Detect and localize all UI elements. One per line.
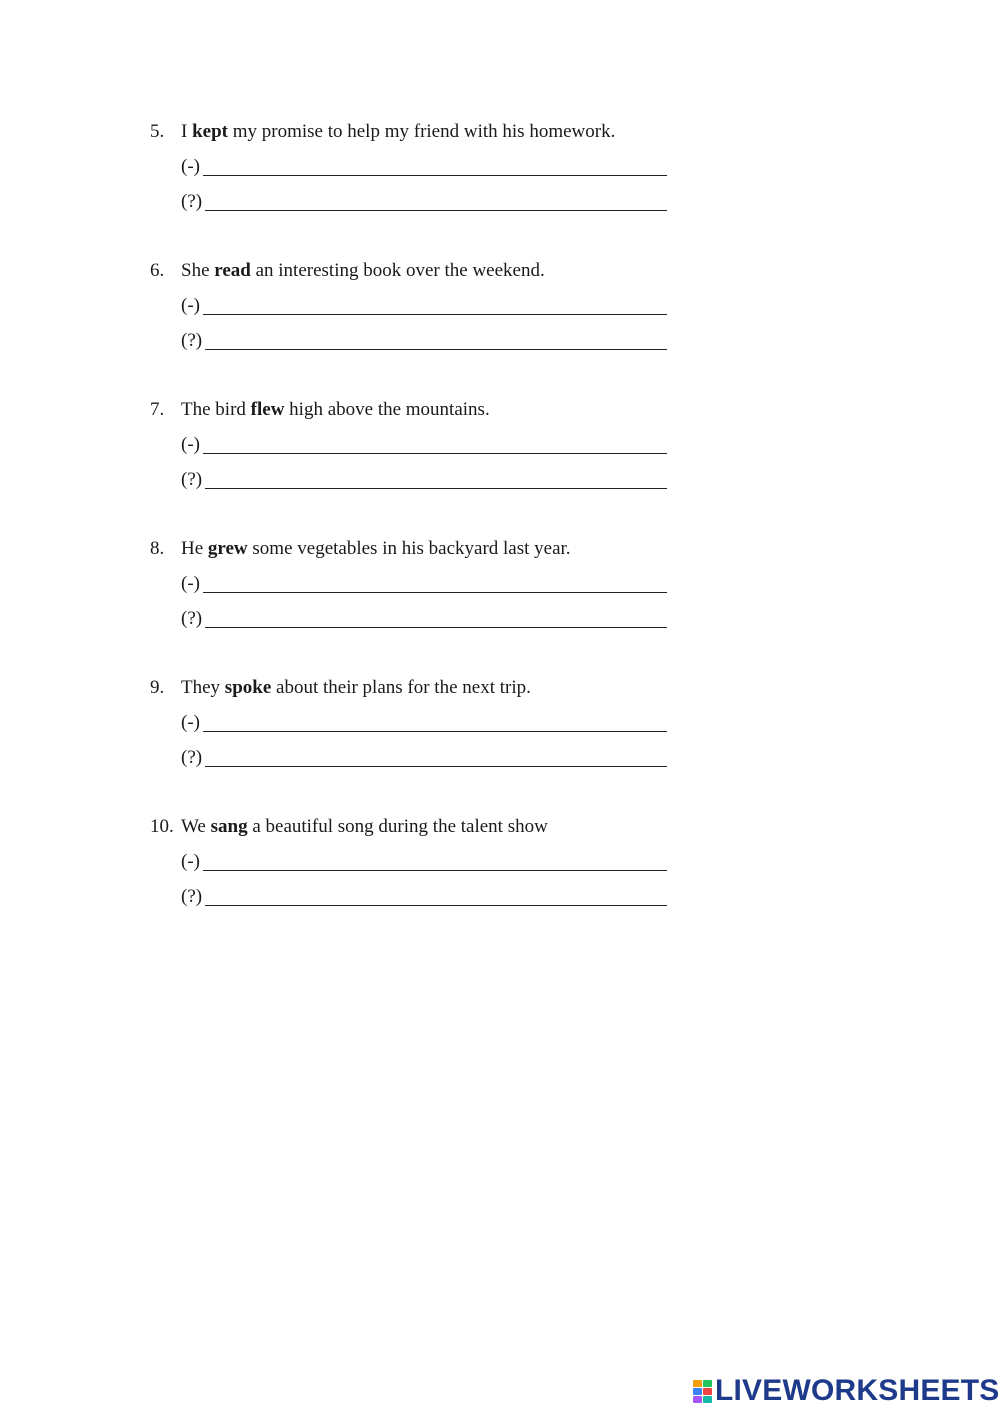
sentence-before-verb: She	[181, 260, 210, 281]
question-sentence	[150, 398, 710, 422]
sentence-before-verb: He	[181, 538, 204, 559]
question-marker: (?)	[181, 608, 203, 629]
negative-answer-field[interactable]	[181, 711, 667, 735]
sentence-before-verb: The bird	[181, 399, 246, 420]
bold-verb: kept	[192, 121, 228, 142]
negative-answer-field[interactable]	[181, 294, 667, 318]
negative-marker: (-)	[181, 156, 200, 177]
bold-verb: read	[214, 260, 251, 281]
question-10	[150, 815, 710, 909]
bold-verb: grew	[207, 538, 248, 559]
sentence-before-verb: They	[181, 677, 221, 698]
sentence-before-verb: We	[181, 816, 206, 837]
liveworksheets-logo-icon	[692, 1379, 712, 1403]
negative-answer-field[interactable]	[181, 155, 667, 179]
question-number: 7.	[150, 399, 165, 420]
bold-verb: flew	[250, 399, 285, 420]
question-answer-field[interactable]	[181, 468, 667, 492]
question-marker: (?)	[181, 886, 203, 907]
negative-answer-field[interactable]	[181, 572, 667, 596]
answer-blank-line[interactable]	[203, 731, 667, 732]
question-number: 9.	[150, 677, 165, 698]
bold-verb: spoke	[224, 677, 272, 698]
negative-marker: (-)	[181, 712, 200, 733]
question-number: 10.	[150, 816, 174, 837]
negative-answer-field[interactable]	[181, 433, 667, 457]
sentence-after-verb: about their plans for the next trip.	[276, 677, 531, 698]
question-answer-field[interactable]	[181, 746, 667, 770]
question-answer-field[interactable]	[181, 885, 667, 909]
negative-marker: (-)	[181, 851, 200, 872]
question-answer-field[interactable]	[181, 329, 667, 353]
liveworksheets-brand[interactable]	[692, 1374, 1000, 1408]
answer-blank-line[interactable]	[205, 627, 667, 628]
negative-marker: (-)	[181, 434, 200, 455]
question-7	[150, 398, 710, 492]
question-marker: (?)	[181, 191, 203, 212]
question-number: 5.	[150, 121, 165, 142]
answer-blank-line[interactable]	[203, 314, 667, 315]
question-sentence	[150, 259, 710, 283]
answer-blank-line[interactable]	[203, 453, 667, 454]
question-marker: (?)	[181, 330, 203, 351]
brand-wordmark: LIVEWORKSHEETS	[715, 1374, 1000, 1407]
question-sentence	[150, 537, 710, 561]
negative-marker: (-)	[181, 573, 200, 594]
question-number: 8.	[150, 538, 165, 559]
sentence-after-verb: an interesting book over the weekend.	[255, 260, 545, 281]
bold-verb: sang	[210, 816, 248, 837]
question-5	[150, 120, 710, 214]
answer-blank-line[interactable]	[205, 905, 667, 906]
sentence-after-verb: a beautiful song during the talent show	[252, 816, 548, 837]
sentence-after-verb: my promise to help my friend with his homework.	[232, 121, 616, 142]
answer-blank-line[interactable]	[205, 349, 667, 350]
question-9	[150, 676, 710, 770]
question-sentence	[150, 676, 710, 700]
answer-blank-line[interactable]	[205, 488, 667, 489]
question-answer-field[interactable]	[181, 190, 667, 214]
question-6	[150, 259, 710, 353]
question-marker: (?)	[181, 747, 203, 768]
question-8	[150, 537, 710, 631]
negative-marker: (-)	[181, 295, 200, 316]
question-sentence	[150, 120, 710, 144]
question-answer-field[interactable]	[181, 607, 667, 631]
question-number: 6.	[150, 260, 165, 281]
negative-answer-field[interactable]	[181, 850, 667, 874]
answer-blank-line[interactable]	[203, 175, 667, 176]
sentence-after-verb: some vegetables in his backyard last year.	[252, 538, 571, 559]
question-sentence	[150, 815, 710, 839]
answer-blank-line[interactable]	[205, 766, 667, 767]
sentence-before-verb: I	[181, 121, 188, 142]
answer-blank-line[interactable]	[203, 592, 667, 593]
question-marker: (?)	[181, 469, 203, 490]
answer-blank-line[interactable]	[205, 210, 667, 211]
sentence-after-verb: high above the mountains.	[289, 399, 490, 420]
answer-blank-line[interactable]	[203, 870, 667, 871]
